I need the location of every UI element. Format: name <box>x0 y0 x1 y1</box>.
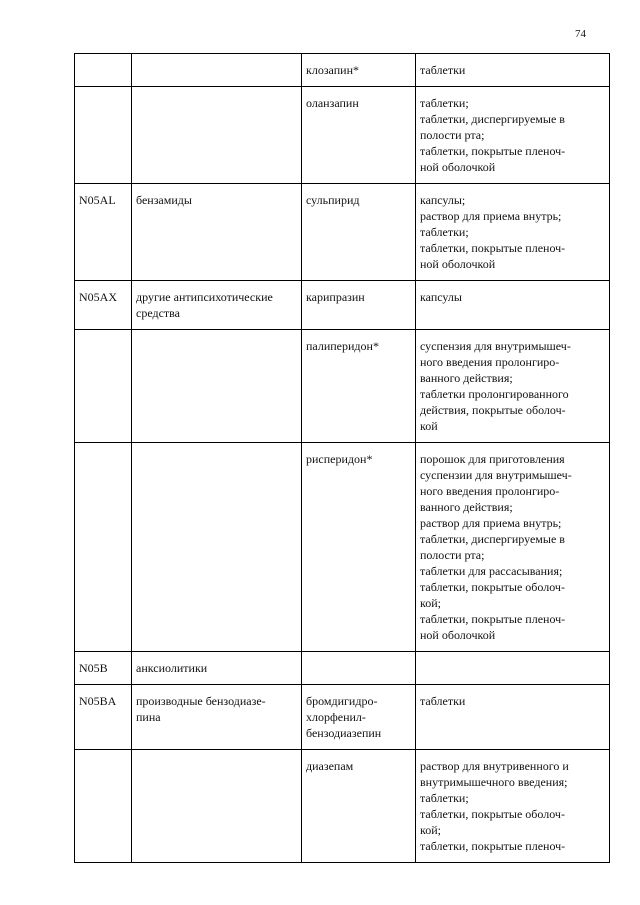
substance-line: хлорфенил- <box>306 710 366 724</box>
atc-code: N05B <box>79 661 108 675</box>
dosage-forms-line: таблетки пролонгированного <box>420 387 569 401</box>
dosage-forms-line: таблетки <box>420 63 466 77</box>
dosage-forms-line: ного введения пролонгиро- <box>420 484 560 498</box>
dosage-forms-line: таблетки, диспергируемые в <box>420 112 565 126</box>
group-line: другие антипсихотические <box>136 290 273 304</box>
dosage-forms-line: действия, покрытые оболоч- <box>420 403 566 417</box>
atc-code-cell <box>75 685 132 750</box>
substance-cell <box>302 87 416 184</box>
dosage-forms-cell <box>416 443 610 652</box>
substance-line: клозапин* <box>306 63 359 77</box>
group-cell <box>132 87 302 184</box>
atc-code-cell <box>75 184 132 281</box>
group-cell <box>132 750 302 863</box>
dosage-forms-line: порошок для приготовления <box>420 452 565 466</box>
group-cell <box>132 652 302 685</box>
group-line: анксиолитики <box>136 661 208 675</box>
table-row <box>75 443 610 652</box>
dosage-forms-line: раствор для приема внутрь; <box>420 516 562 530</box>
group-line: бензамиды <box>136 193 192 207</box>
dosage-forms-cell <box>416 685 610 750</box>
group-cell <box>132 330 302 443</box>
dosage-forms-cell <box>416 184 610 281</box>
dosage-forms-line: таблетки, покрытые оболоч- <box>420 807 565 821</box>
dosage-forms-line: кой; <box>420 596 441 610</box>
table-row <box>75 330 610 443</box>
table-row <box>75 685 610 750</box>
dosage-forms-line: кой; <box>420 823 441 837</box>
dosage-forms-line: таблетки, покрытые оболоч- <box>420 580 565 594</box>
dosage-forms-line: раствор для внутривенного и <box>420 759 569 773</box>
substance-line: оланзапин <box>306 96 359 110</box>
dosage-forms-line: капсулы <box>420 290 462 304</box>
drug-table-body <box>75 54 610 863</box>
page-number: 74 <box>575 28 586 40</box>
atc-code: N05AL <box>79 193 116 207</box>
substance-cell <box>302 685 416 750</box>
substance-cell <box>302 652 416 685</box>
substance-line: рисперидон* <box>306 452 373 466</box>
dosage-forms-line: таблетки, покрытые пленоч- <box>420 839 566 853</box>
substance-cell <box>302 750 416 863</box>
atc-code-cell <box>75 330 132 443</box>
dosage-forms-line: таблетки; <box>420 225 469 239</box>
dosage-forms-cell <box>416 330 610 443</box>
dosage-forms-line: кой <box>420 419 438 433</box>
group-cell <box>132 685 302 750</box>
dosage-forms-line: ного введения пролонгиро- <box>420 355 560 369</box>
dosage-forms-cell <box>416 281 610 330</box>
atc-code-cell <box>75 750 132 863</box>
group-line: пина <box>136 710 161 724</box>
substance-line: бензодиазепин <box>306 726 382 740</box>
substance-line: бромдигидро- <box>306 694 378 708</box>
dosage-forms-line: таблетки; <box>420 96 469 110</box>
dosage-forms-line: таблетки, покрытые пленоч- <box>420 612 566 626</box>
dosage-forms-line: ной оболочкой <box>420 257 496 271</box>
atc-code-cell <box>75 652 132 685</box>
group-cell <box>132 184 302 281</box>
table-row <box>75 750 610 863</box>
dosage-forms-line: ной оболочкой <box>420 628 496 642</box>
atc-code-cell <box>75 281 132 330</box>
table-row <box>75 87 610 184</box>
substance-line: карипразин <box>306 290 365 304</box>
dosage-forms-cell <box>416 87 610 184</box>
atc-code-cell <box>75 54 132 87</box>
dosage-forms-line: таблетки, покрытые пленоч- <box>420 241 566 255</box>
substance-cell <box>302 330 416 443</box>
group-cell <box>132 281 302 330</box>
substance-line: диазепам <box>306 759 354 773</box>
dosage-forms-line: таблетки, покрытые пленоч- <box>420 144 566 158</box>
substance-cell <box>302 54 416 87</box>
dosage-forms-cell <box>416 750 610 863</box>
group-line: производные бензодиазе- <box>136 694 266 708</box>
substance-cell <box>302 443 416 652</box>
group-cell <box>132 54 302 87</box>
atc-code-cell <box>75 443 132 652</box>
atc-code-cell <box>75 87 132 184</box>
dosage-forms-line: внутримышечного введения; <box>420 775 568 789</box>
dosage-forms-line: суспензия для внутримышеч- <box>420 339 571 353</box>
dosage-forms-line: раствор для приема внутрь; <box>420 209 562 223</box>
dosage-forms-line: полости рта; <box>420 548 485 562</box>
dosage-forms-line: таблетки; <box>420 791 469 805</box>
group-line: средства <box>136 306 181 320</box>
table-row <box>75 54 610 87</box>
dosage-forms-line: ванного действия; <box>420 371 513 385</box>
dosage-forms-line: таблетки для рассасывания; <box>420 564 563 578</box>
substance-line: палиперидон* <box>306 339 379 353</box>
drug-table <box>74 53 610 863</box>
table-row <box>75 652 610 685</box>
dosage-forms-line: капсулы; <box>420 193 466 207</box>
dosage-forms-line: таблетки, диспергируемые в <box>420 532 565 546</box>
dosage-forms-line: таблетки <box>420 694 466 708</box>
substance-cell <box>302 281 416 330</box>
dosage-forms-line: суспензии для внутримышеч- <box>420 468 572 482</box>
dosage-forms-line: полости рта; <box>420 128 485 142</box>
substance-line: сульпирид <box>306 193 360 207</box>
dosage-forms-line: ванного действия; <box>420 500 513 514</box>
dosage-forms-cell <box>416 652 610 685</box>
substance-cell <box>302 184 416 281</box>
atc-code: N05AX <box>79 290 117 304</box>
dosage-forms-cell <box>416 54 610 87</box>
dosage-forms-line: ной оболочкой <box>420 160 496 174</box>
table-row <box>75 281 610 330</box>
group-cell <box>132 443 302 652</box>
table-row <box>75 184 610 281</box>
atc-code: N05BA <box>79 694 117 708</box>
